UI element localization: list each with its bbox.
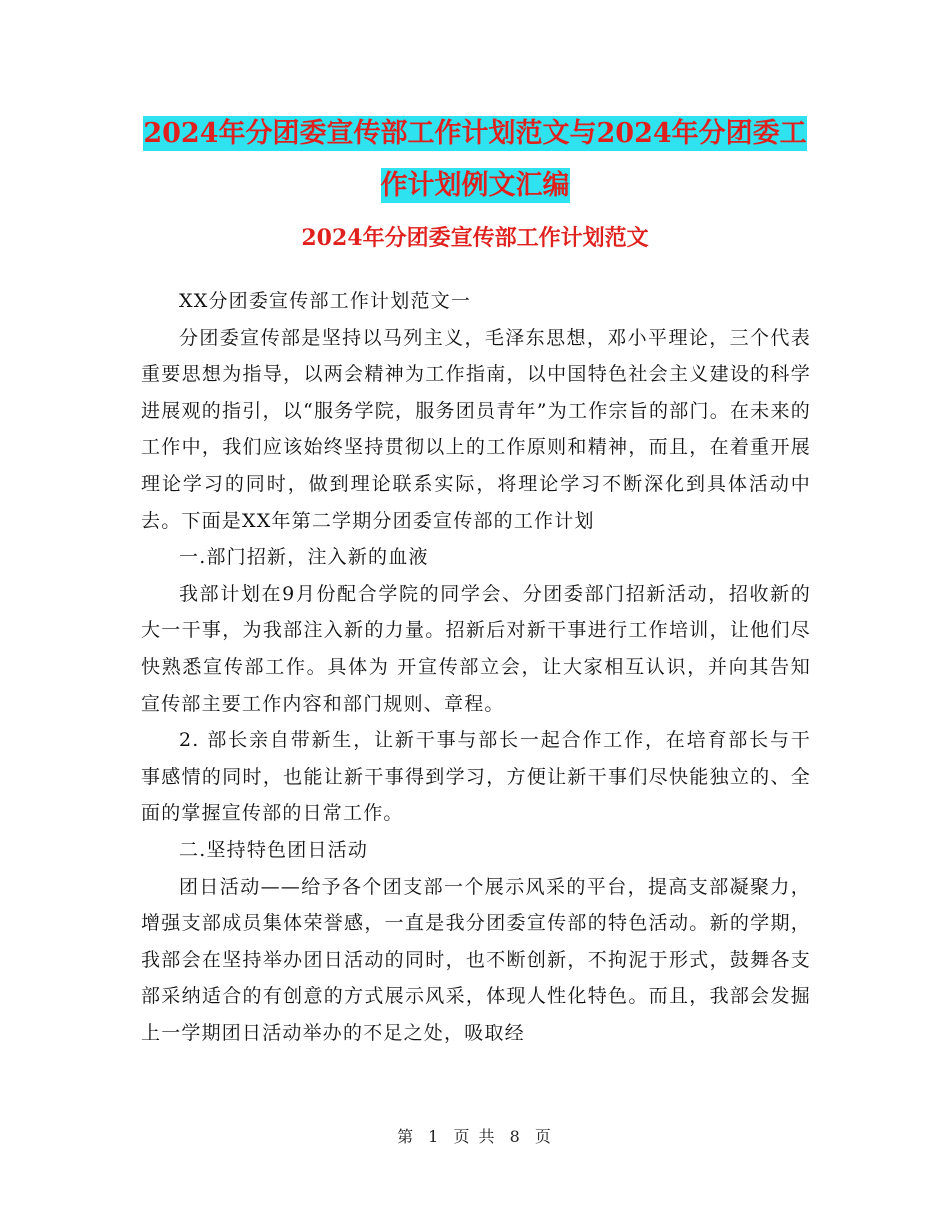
footer-prefix: 第 xyxy=(397,1127,416,1146)
paragraph-subtitle: XX分团委宣传部工作计划范文一 xyxy=(179,290,472,312)
document-body xyxy=(141,283,811,1051)
paragraph-recruitment: 我部计划在9月份配合学院的同学会、分团委部门招新活动，招收新的大一干事，为我部注入新的力量。招新后对新干事进行工作培训，让他们尽快熟悉宣传部工作。具体为 开宣传部立会，让大家相互认识，并向其告知宣传部主要工作内容和部门规则、章程。 xyxy=(141,582,811,715)
page-number: 1 xyxy=(428,1127,441,1146)
section-heading: 2024年分团委宣传部工作计划范文 xyxy=(301,225,649,251)
footer-middle: 页 共 xyxy=(453,1127,497,1146)
paragraph-mentoring: 2. 部长亲自带新生，让新干事与部长一起合作工作，在培育部长与干事感情的同时，也能让新干事得到学习，方便让新干事们尽快能独立的、全面的掌握宣传部的日常工作。 xyxy=(141,729,811,825)
footer-suffix: 页 xyxy=(534,1127,553,1146)
document-title xyxy=(0,112,950,207)
heading-recruitment: 一.部门招新，注入新的血液 xyxy=(179,546,429,569)
document-title-line-2: 作计划例文汇编 xyxy=(380,170,570,201)
paragraph-intro: 分团委宣传部是坚持以马列主义，毛泽东思想，邓小平理论，三个代表重要思想为指导，以两会精神为工作指南，以中国特色社会主义建设的科学进展观的指引，以“服务学院，服务团员青年”为工作宗旨的部门。在未来的工作中，我们应该始终坚持贯彻以上的工作原则和精神，而且，在着重开展理论学习的同时，做到理论联系实际，将理论学习不断深化到具体活动中去。下面是XX年第二学期分团委宣传部的工作计划 xyxy=(141,326,811,532)
page-footer xyxy=(0,1124,950,1147)
document-title-line-1: 2024年分团委宣传部工作计划范文与2024年分团委工 xyxy=(143,118,807,149)
paragraph-league-day: 团日活动——给予各个团支部一个展示风采的平台，提高支部凝聚力，增强支部成员集体荣誉感，一直是我分团委宣传部的特色活动。新的学期，我部会在坚持举办团日活动的同时，也不断创新，不拘泥于形式，鼓舞各支部采纳适合的有创意的方式展示风采，体现人性化特色。而且，我部会发掘上一学期团日活动举办的不足之处，吸取经 xyxy=(141,875,811,1044)
heading-league-day: 二.坚持特色团日活动 xyxy=(179,838,369,861)
page-total: 8 xyxy=(509,1127,522,1146)
